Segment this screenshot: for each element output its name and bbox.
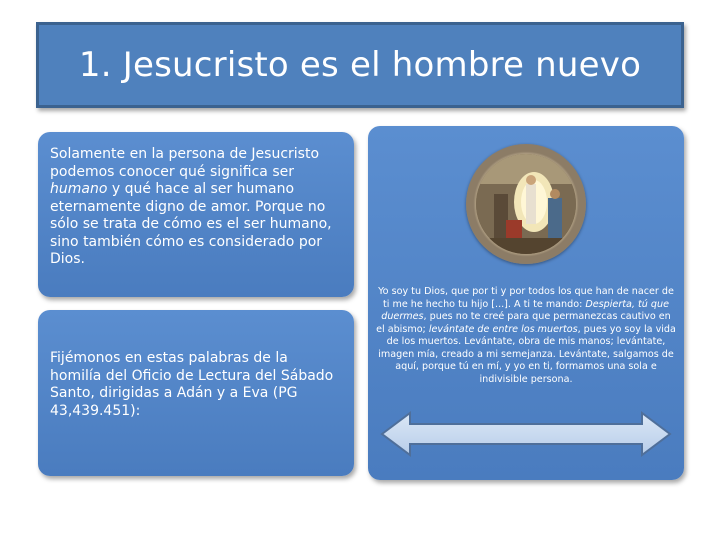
double-arrow-icon	[380, 410, 672, 458]
painting-scene	[476, 154, 576, 254]
intro-text-1: Solamente en la persona de Jesucristo podemos conocer qué significa ser	[50, 146, 320, 180]
intro-text-emph: humano	[50, 181, 108, 197]
quote-text-b-italic: Despierta, tú que duermes	[381, 298, 669, 322]
quote-text-d-italic: levántate de entre los muertos	[428, 323, 578, 335]
title-banner	[36, 22, 684, 108]
homily-quote	[376, 286, 676, 386]
slide-title: 1. Jesucristo es el hombre nuevo	[78, 45, 642, 85]
double-arrow-shape	[380, 410, 672, 458]
homily-paragraph: Fijémonos en estas palabras de la homilía del Oficio de Lectura del Sábado Santo, dirigidas a Adán y a Eva (PG 43,439.451):	[50, 350, 334, 419]
resurrection-painting-icon	[466, 144, 586, 264]
left-top-panel	[38, 132, 354, 297]
intro-paragraph	[50, 146, 342, 269]
left-bottom-panel	[38, 310, 354, 476]
intro-text-2: y qué hace al ser humano eternamente digno de amor. Porque no sólo se trata de cómo es el ser humano, sino también cómo es considerado por Dios.	[50, 181, 332, 267]
quote-text-a: Yo soy tu Dios, que por ti y por todos los que han de nacer de ti me he hecho tu hijo [...]. A ti te mando:	[378, 286, 674, 310]
quote-text-c: , pues no te creé para que permanezcas cautivo en el abismo;	[376, 311, 671, 335]
quote-text-e: , pues yo soy la vida de los muertos. Levántate, obra de mis manos; levántate, imagen mía, creado a mi semejanza. Levántate, salgamos de aquí, porque tú en mí, y yo en ti, formamos una sola e indivisible persona.	[378, 323, 676, 385]
